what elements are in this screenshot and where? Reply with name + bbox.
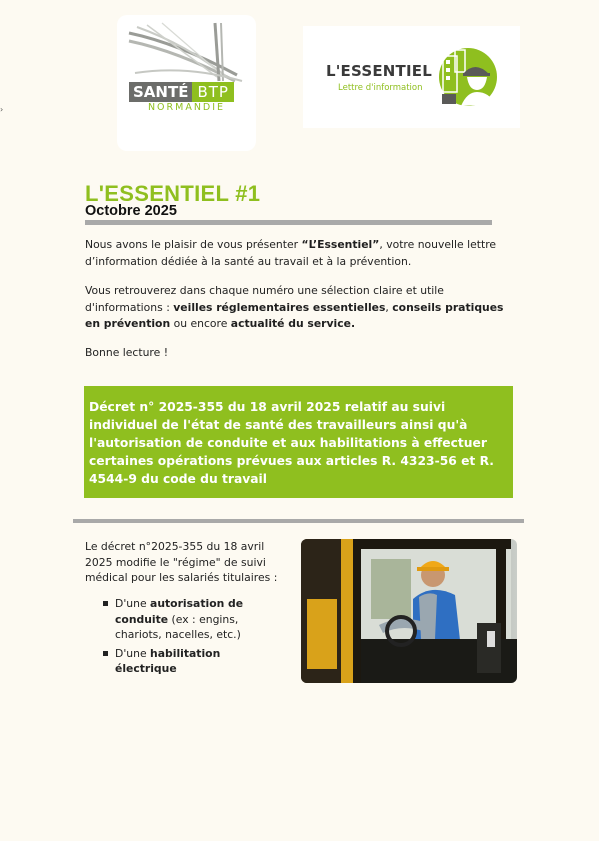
intro-p1-text: Nous avons le plaisir de vous présenter <box>85 238 302 251</box>
intro-paragraph-1 <box>85 237 515 270</box>
intro-p1-text-end: , votre nouvelle lettre d’information dédiée à la santé au travail et à la prévention. <box>85 238 497 268</box>
article-intro: Le décret n°2025-355 du 18 avril 2025 modifie le "régime" de suivi médical pour les salariés titulaires : <box>85 540 278 584</box>
intro-p2-bold-1: veilles réglementaires essentielles <box>173 300 386 314</box>
newsletter-title: L'ESSENTIEL #1 <box>85 181 261 206</box>
bullet-prefix: D'une <box>115 646 151 660</box>
article-bullet-list <box>85 596 275 680</box>
intro-paragraph-2 <box>85 283 515 333</box>
worker-helmet-icon <box>437 46 499 108</box>
intro-p2-bold-3: actualité du service. <box>230 317 356 330</box>
newsletter-date: Octobre 2025 <box>85 203 177 219</box>
intro-p2-sep: , <box>385 300 393 314</box>
list-item <box>85 596 275 643</box>
intro-p2-text: Vous retrouverez dans chaque numéro une sélection claire et utile d'informations : <box>85 284 444 314</box>
decree-highlight-box <box>84 386 513 498</box>
bullet-prefix: D'une <box>115 597 151 610</box>
bullet-bold: autorisation de conduite <box>115 597 244 626</box>
intro-p2-bold-2: conseils pratiques en prévention <box>85 300 504 330</box>
intro-paragraph-3: Bonne lecture ! <box>85 346 169 359</box>
essentiel-logo <box>303 26 520 128</box>
margin-mark: › <box>0 105 4 114</box>
sante-btp-logo <box>117 15 256 151</box>
bullet-square-icon <box>103 651 108 656</box>
bullet-suffix: (ex : engins, chariots, nacelles, etc.) <box>115 612 241 641</box>
sante-label: SANTÉ <box>129 82 192 102</box>
bullet-bold: habilitation électrique <box>115 646 221 675</box>
bullet-square-icon <box>103 601 108 606</box>
section-divider <box>73 519 524 523</box>
intro-p1-bold: “L’Essentiel” <box>301 238 380 251</box>
region-label: NORMANDIE <box>147 102 226 113</box>
essentiel-logo-title: L'ESSENTIEL <box>326 62 432 80</box>
forklift-driver-photo <box>301 539 517 683</box>
btp-label: BTP <box>192 82 234 102</box>
title-divider <box>85 220 492 225</box>
list-item <box>85 646 275 677</box>
intro-p2-text-2: ou encore <box>170 317 231 330</box>
decree-highlight-text: Décret n° 2025-355 du 18 avril 2025 relatif au suivi individuel de l'état de santé des travailleurs ainsi qu'à l'autorisation de conduite et aux habilitations à effectuer certaines opérations prévues aux articles R. 4323-56 et R. 4544-9 du code du travail <box>89 400 494 486</box>
essentiel-logo-subtitle: Lettre d'information <box>338 83 423 93</box>
